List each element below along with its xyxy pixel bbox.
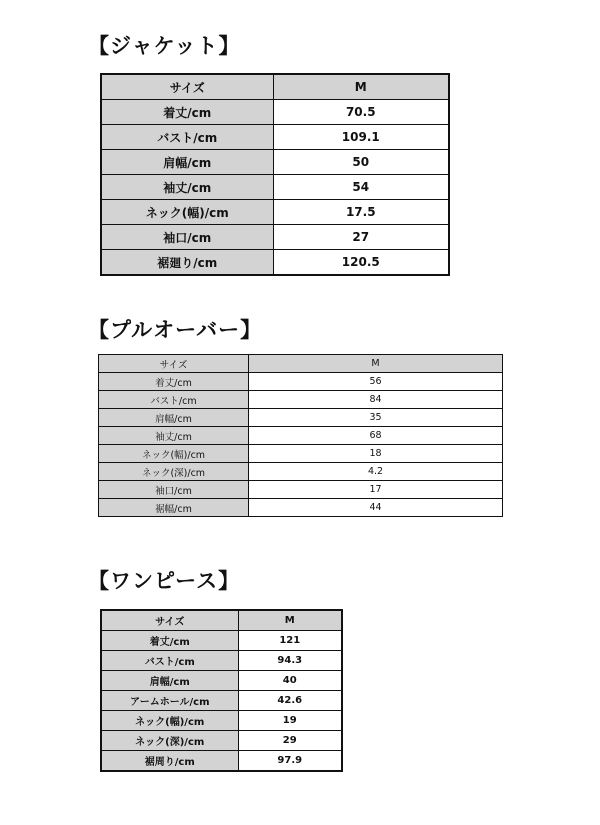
row-label: ネック(幅)/cm (101, 200, 273, 225)
row-value: 121 (238, 631, 342, 651)
table-row (101, 100, 449, 125)
table-row (101, 175, 449, 200)
table-row (101, 225, 449, 250)
onepiece-size-table (100, 609, 343, 772)
table-row (101, 74, 449, 100)
table-row (101, 671, 342, 691)
table-row (99, 355, 503, 373)
row-label: 袖丈/cm (99, 427, 249, 445)
table-row (99, 499, 503, 517)
row-label: 着丈/cm (99, 373, 249, 391)
row-label: 肩幅/cm (99, 409, 249, 427)
row-label: 着丈/cm (101, 631, 238, 651)
row-label: ネック(幅)/cm (99, 445, 249, 463)
table-row (99, 463, 503, 481)
row-label: 肩幅/cm (101, 671, 238, 691)
row-label: ネック(深)/cm (101, 731, 238, 751)
table-row (101, 200, 449, 225)
row-value: M (238, 610, 342, 631)
table-row (99, 391, 503, 409)
row-value: 27 (273, 225, 449, 250)
row-label: 袖口/cm (99, 481, 249, 499)
table-row (99, 409, 503, 427)
pullover-heading: 【プルオーバー】 (88, 318, 263, 342)
table-row (99, 445, 503, 463)
row-value: 56 (249, 373, 503, 391)
row-label: サイズ (101, 610, 238, 631)
row-label: ネック(深)/cm (99, 463, 249, 481)
row-value: 19 (238, 711, 342, 731)
table-row (101, 150, 449, 175)
row-value: 42.6 (238, 691, 342, 711)
row-value: 97.9 (238, 751, 342, 772)
row-value: M (273, 74, 449, 100)
table-row (101, 651, 342, 671)
table-row (101, 691, 342, 711)
row-value: 44 (249, 499, 503, 517)
row-value: 84 (249, 391, 503, 409)
row-label: アームホール/cm (101, 691, 238, 711)
table-row (101, 731, 342, 751)
pullover-size-table (98, 354, 503, 517)
table-row (99, 373, 503, 391)
jacket-heading: 【ジャケット】 (88, 34, 241, 58)
row-value: 54 (273, 175, 449, 200)
row-value: 68 (249, 427, 503, 445)
row-value: 18 (249, 445, 503, 463)
table-row (101, 610, 342, 631)
jacket-size-table (100, 73, 450, 276)
row-value: 94.3 (238, 651, 342, 671)
row-label: 袖丈/cm (101, 175, 273, 200)
row-label: 裾廻り/cm (101, 250, 273, 276)
row-value: 4.2 (249, 463, 503, 481)
row-label: 袖口/cm (101, 225, 273, 250)
table-row (99, 481, 503, 499)
row-value: 50 (273, 150, 449, 175)
row-label: バスト/cm (101, 125, 273, 150)
table-row (101, 125, 449, 150)
row-value: 17 (249, 481, 503, 499)
row-label: サイズ (101, 74, 273, 100)
row-label: ネック(幅)/cm (101, 711, 238, 731)
table-row (99, 427, 503, 445)
table-row (101, 711, 342, 731)
row-value: 17.5 (273, 200, 449, 225)
row-value: 120.5 (273, 250, 449, 276)
row-value: 40 (238, 671, 342, 691)
row-label: 裾周り/cm (101, 751, 238, 772)
row-label: バスト/cm (101, 651, 238, 671)
row-label: 肩幅/cm (101, 150, 273, 175)
table-row (101, 751, 342, 772)
row-label: サイズ (99, 355, 249, 373)
row-value: M (249, 355, 503, 373)
table-row (101, 631, 342, 651)
row-value: 29 (238, 731, 342, 751)
table-row (101, 250, 449, 276)
row-label: バスト/cm (99, 391, 249, 409)
row-value: 35 (249, 409, 503, 427)
onepiece-heading: 【ワンピース】 (88, 569, 241, 593)
row-label: 着丈/cm (101, 100, 273, 125)
row-value: 70.5 (273, 100, 449, 125)
row-value: 109.1 (273, 125, 449, 150)
row-label: 裾幅/cm (99, 499, 249, 517)
